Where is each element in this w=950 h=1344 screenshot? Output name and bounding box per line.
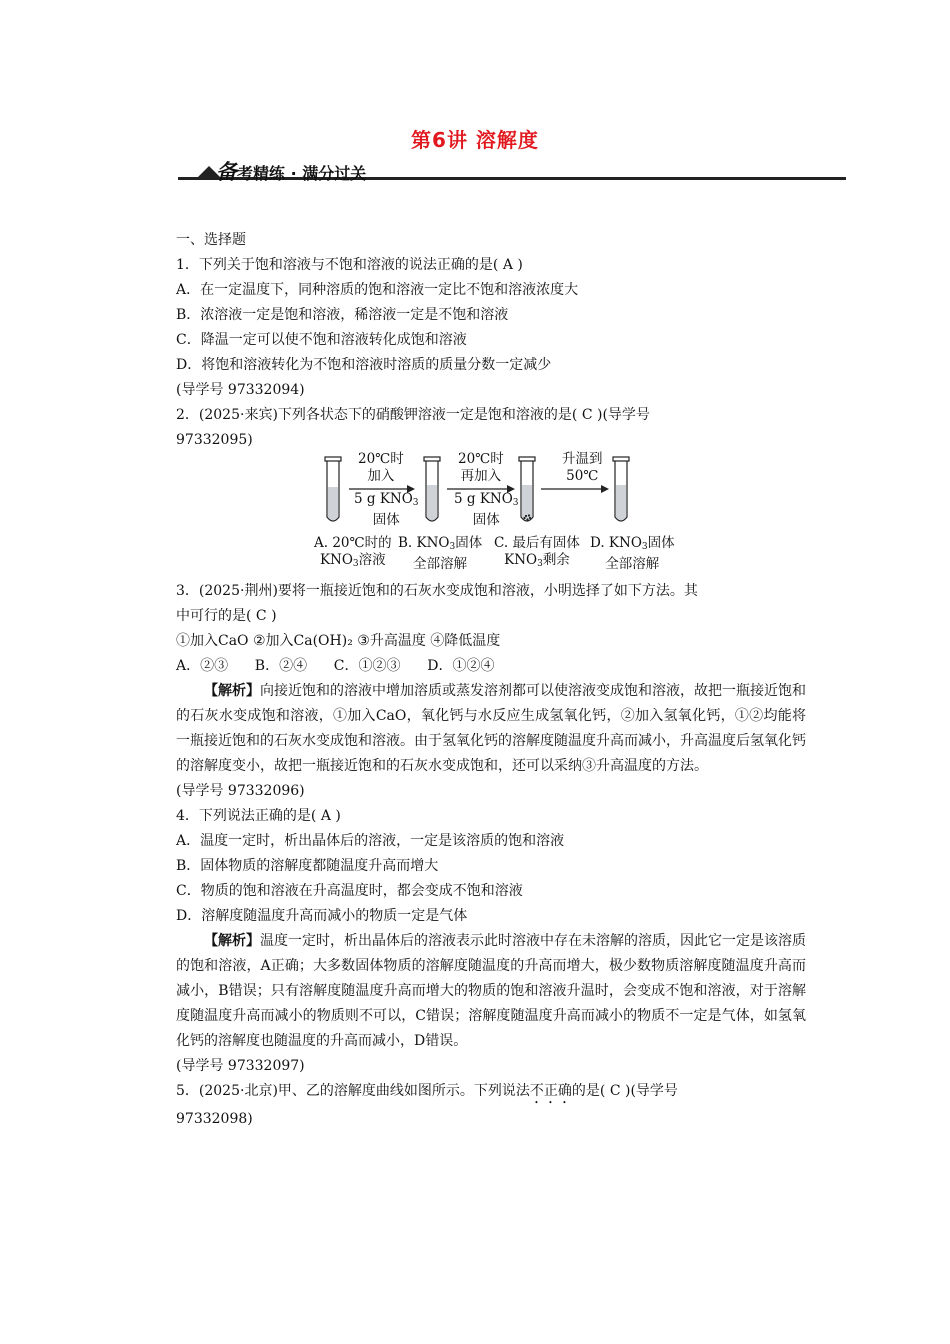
banner-text — [216, 156, 366, 186]
section-heading: 一、选择题 — [176, 232, 246, 248]
caption-b-kno: B. KNO — [398, 535, 450, 551]
step1-last: 固体 — [372, 512, 400, 528]
caption-c — [494, 535, 580, 573]
caption-d — [590, 535, 675, 573]
step1-label-lower — [354, 491, 419, 529]
test-tube-b-icon — [424, 457, 440, 521]
q4-analysis-tag: 【解析】 — [204, 933, 260, 949]
test-tube-d-icon — [613, 457, 629, 521]
q5-stem-line2: 97332098) — [176, 1111, 253, 1127]
q3-stem-line1: 3．(2025·荆州)要将一瓶接近饱和的石灰水变成饱和溶液，小明选择了如下方法。其 — [176, 583, 698, 599]
q4-analysis-text: 温度一定时，析出晶体后的溶液表示此时溶液中存在未溶解的溶质，因此它一定是该溶质的饱和溶液，A正确；大多数固体物质的溶解度随温度的升高而增大，极少数物质溶解度随温度升高而减小，B错误；只有溶解度随温度升高而增大的物质的饱和溶液升温时，会变成不饱和溶液，对于溶解度随温度升高而减小的物质则不可以，C错误；溶解度随温度升高而减小的物质不一定是气体，如氢氧化钙的溶解度也随温度的升高而减小，D错误。 — [176, 933, 806, 1049]
step1-top: 20℃时 — [358, 451, 404, 467]
q2-stem-line1: 2．(2025·来宾)下列各状态下的硝酸钾溶液一定是饱和溶液的是( C )(导学号 — [176, 407, 650, 423]
q1-option-c: C．降温一定可以使不饱和溶液转化成饱和溶液 — [176, 332, 467, 348]
q3-options: A．②③ B．②④ C．①②③ D．①②④ — [176, 658, 495, 674]
caption-c-sub: 3 — [537, 559, 543, 569]
q1-stem: 1．下列关于饱和溶液与不饱和溶液的说法正确的是( A ) — [176, 257, 523, 273]
step2-mid: 再加入 — [460, 468, 502, 484]
step2-top: 20℃时 — [458, 451, 504, 467]
arrow-3-icon — [541, 485, 609, 493]
step1-label — [358, 451, 404, 485]
caption-d-tail: 固体 — [647, 535, 675, 551]
q1-option-a: A．在一定温度下，同种溶质的饱和溶液一定比不饱和溶液浓度大 — [176, 282, 579, 298]
q5-stem-emphasis: 不正确 — [529, 1083, 572, 1099]
caption-a-tail: 溶液 — [358, 552, 386, 568]
step1-sub: 3 — [412, 498, 419, 508]
banner-big-char: 备 — [216, 160, 237, 184]
step2-bot: 5 g KNO — [454, 491, 513, 507]
caption-a — [314, 535, 392, 573]
q2-stem-line2: 97332095) — [176, 432, 253, 448]
caption-b-sub: 3 — [449, 542, 456, 552]
q3-analysis-tag: 【解析】 — [204, 683, 260, 699]
caption-c-kno: KNO — [504, 552, 538, 568]
step2-label-lower — [454, 491, 519, 529]
caption-d-sub: 3 — [641, 542, 648, 552]
q1-option-d: D．将饱和溶液转化为不饱和溶液时溶质的质量分数一定减少 — [176, 357, 552, 373]
step3-label — [562, 451, 603, 485]
q5-stem-b: 的是( C )(导学号 — [571, 1083, 678, 1099]
q3-analysis-text: 向接近饱和的溶液中增加溶质或蒸发溶剂都可以使溶液变成饱和溶液，故把一瓶接近饱和的石灰水变成饱和溶液，①加入CaO，氧化钙与水反应生成氢氧化钙，②加入氢氧化钙，①②均能将一瓶接近饱和的石灰水变成饱和溶液。由于氢氧化钙的溶解度随温度升高而减小，升高温度后氢氧化钙的溶解度变小，故把一瓶接近饱和的石灰水变成饱和，还可以采纳③升高温度的方法。 — [176, 683, 806, 774]
q1-ref: (导学号 97332094) — [176, 382, 305, 398]
q4-analysis — [176, 929, 806, 1054]
q3-ref: (导学号 97332096) — [176, 783, 305, 799]
page-title: 第6讲 溶解度 — [411, 128, 539, 152]
section-banner — [178, 156, 846, 184]
step3-top: 升温到 — [562, 451, 603, 467]
step2-sub: 3 — [512, 498, 519, 508]
step2-last: 固体 — [472, 512, 500, 528]
caption-b-line2: 全部溶解 — [413, 556, 468, 572]
q2-figure — [176, 451, 806, 573]
test-tube-c-icon — [519, 457, 535, 521]
q3-stem-line2: 中可行的是( C ) — [176, 608, 277, 624]
caption-a-kno: KNO — [319, 552, 353, 568]
q4-option-d: D．溶解度随温度升高而减小的物质一定是气体 — [176, 908, 468, 924]
caption-d-line2: 全部溶解 — [605, 556, 660, 572]
q4-option-c: C．物质的饱和溶液在升高温度时，都会变成不饱和溶液 — [176, 883, 523, 899]
caption-b — [398, 535, 482, 573]
banner-rest: 考精练 · 满分过关 — [237, 164, 367, 183]
caption-c-line1: C. 最后有固体 — [494, 535, 580, 551]
caption-c-tail: 剩余 — [542, 552, 570, 568]
step3-mid: 50℃ — [566, 468, 599, 484]
content — [176, 228, 806, 1132]
q3-analysis — [176, 679, 806, 779]
q1-option-b: B．浓溶液一定是饱和溶液，稀溶液一定是不饱和溶液 — [176, 307, 509, 323]
q4-option-b: B．固体物质的溶解度都随温度升高而增大 — [176, 858, 439, 874]
step1-mid: 加入 — [367, 468, 395, 484]
q5-stem-a: 5．(2025·北京)甲、乙的溶解度曲线如图所示。下列说法 — [176, 1083, 530, 1099]
q4-option-a: A．温度一定时，析出晶体后的溶液，一定是该溶质的饱和溶液 — [176, 833, 565, 849]
step2-label — [458, 451, 504, 485]
test-tube-a-icon — [325, 457, 341, 521]
caption-a-line1: A. 20℃时的 — [314, 535, 392, 551]
q3-methods: ①加入CaO ②加入Ca(OH)₂ ③升高温度 ④降低温度 — [176, 633, 501, 649]
q5-stem-line1 — [176, 1079, 806, 1107]
caption-d-kno: D. KNO — [590, 535, 642, 551]
q4-ref: (导学号 97332097) — [176, 1058, 305, 1074]
caption-b-tail: 固体 — [455, 535, 483, 551]
caption-a-sub: 3 — [352, 559, 359, 569]
step1-bot: 5 g KNO — [354, 491, 413, 507]
q4-stem: 4．下列说法正确的是( A ) — [176, 808, 341, 824]
